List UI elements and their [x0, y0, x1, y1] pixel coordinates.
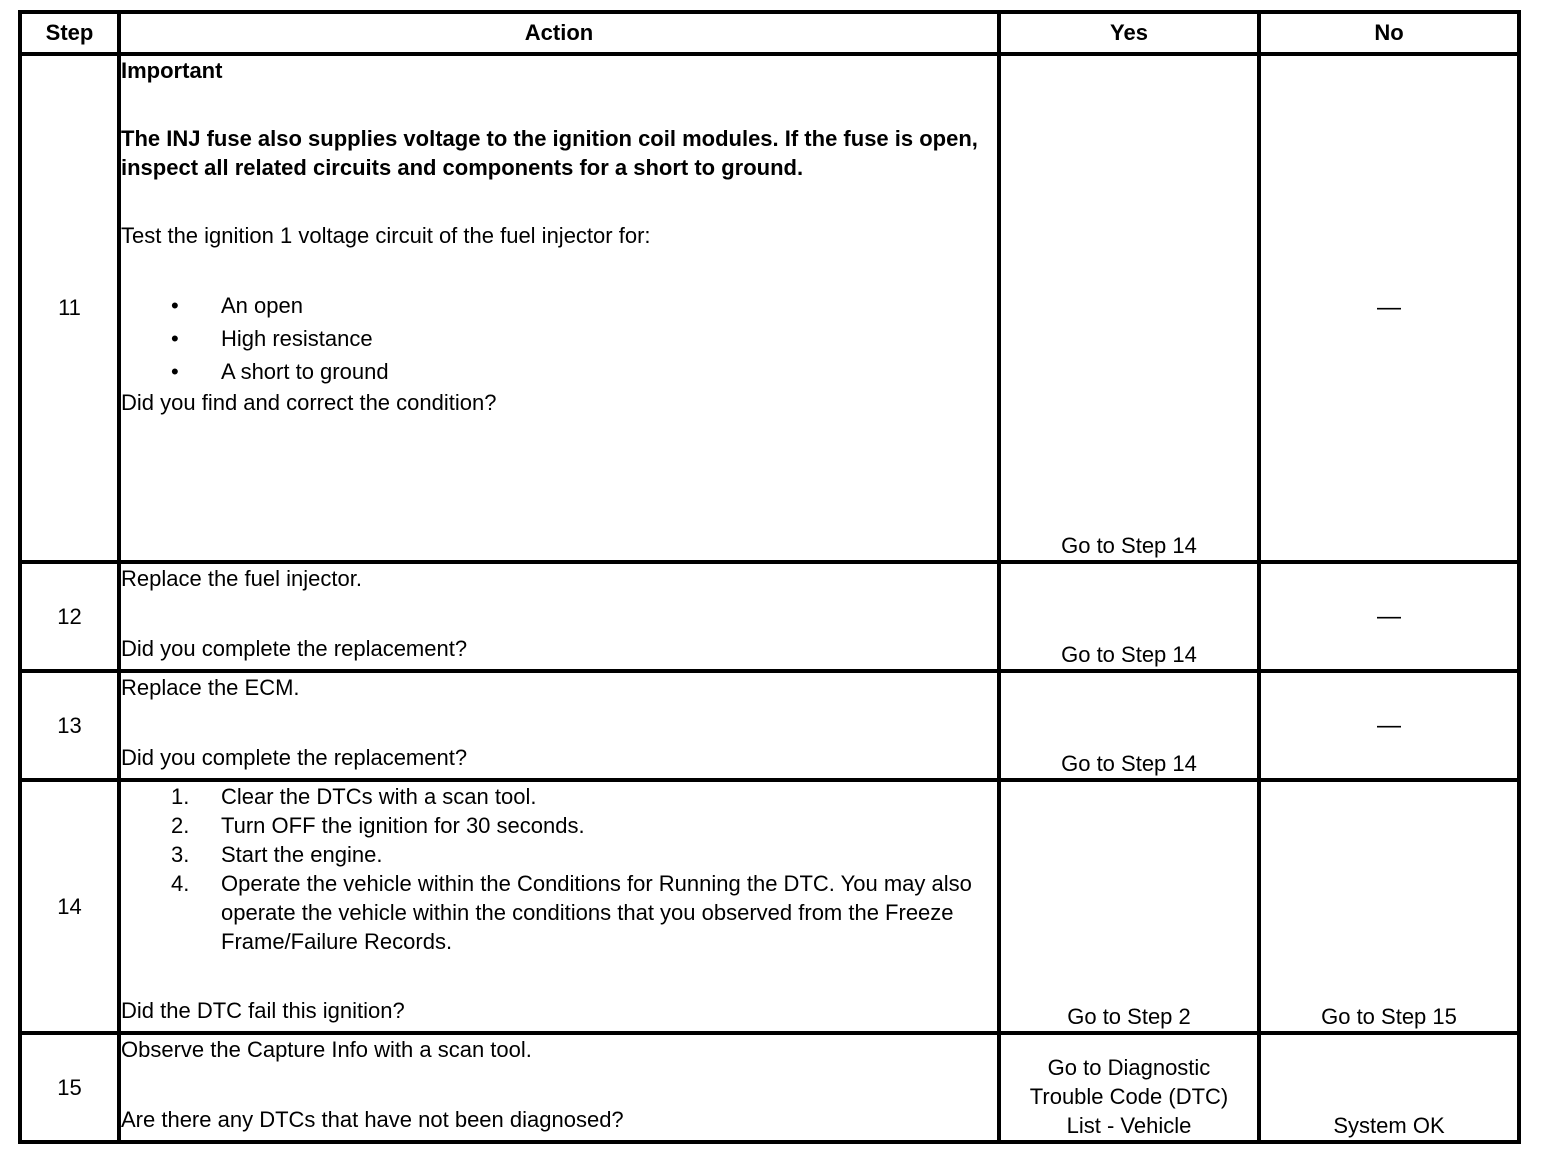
action-cell: [119, 671, 999, 780]
table-row-step-15: [20, 1033, 1519, 1142]
list-item: 1. Clear the DTCs with a scan tool.: [171, 784, 537, 809]
header-row: [20, 12, 1519, 54]
step-number: 11: [20, 54, 119, 562]
instruction-text: Replace the fuel injector.: [121, 566, 362, 591]
instruction-text: Observe the Capture Info with a scan tool.: [121, 1037, 532, 1062]
diagnostic-table: [18, 10, 1521, 1144]
yes-result: Go to Diagnostic Trouble Code (DTC) List - Vehicle: [999, 1033, 1259, 1142]
action-cell: [119, 54, 999, 562]
instruction-text: Replace the ECM.: [121, 675, 300, 700]
header-step: Step: [20, 12, 119, 54]
important-text: The INJ fuse also supplies voltage to the ignition coil modules. If the fuse is open, inspect all related circuits and components for a short to ground.: [121, 126, 978, 180]
yes-result: Go to Step 14: [999, 54, 1259, 562]
no-result: —: [1259, 671, 1519, 780]
step-number: 12: [20, 562, 119, 671]
question-text: Did the DTC fail this ignition?: [121, 998, 405, 1023]
table-row-step-12: [20, 562, 1519, 671]
table-row-step-11: [20, 54, 1519, 562]
yes-result: Go to Step 2: [999, 780, 1259, 1033]
header-action: Action: [119, 12, 999, 54]
action-cell: [119, 780, 999, 1033]
step-number: 15: [20, 1033, 119, 1142]
procedure-list: [121, 782, 997, 956]
list-item: 3. Start the engine.: [171, 842, 383, 867]
no-result: —: [1259, 54, 1519, 562]
important-label: Important: [121, 58, 223, 83]
list-item: 2. Turn OFF the ignition for 30 seconds.: [171, 813, 585, 838]
list-item: • High resistance: [121, 322, 997, 355]
no-result: System OK: [1259, 1033, 1519, 1142]
instruction-text: Test the ignition 1 voltage circuit of the fuel injector for:: [121, 223, 651, 248]
list-item: 4. Operate the vehicle within the Conditions for Running the DTC. You may also operate the vehicle within the conditions that you observed from the Freeze Frame/Failure Records.: [171, 871, 972, 954]
question-text: Did you complete the replacement?: [121, 636, 468, 661]
question-text: Are there any DTCs that have not been diagnosed?: [121, 1107, 624, 1132]
question-text: Did you find and correct the condition?: [121, 390, 497, 415]
list-item: • A short to ground: [121, 355, 997, 388]
list-item: • An open: [121, 289, 997, 322]
action-cell: [119, 1033, 999, 1142]
table-row-step-13: [20, 671, 1519, 780]
table-row-step-14: [20, 780, 1519, 1033]
question-text: Did you complete the replacement?: [121, 745, 468, 770]
condition-list: [121, 289, 997, 388]
yes-result: Go to Step 14: [999, 562, 1259, 671]
no-result: Go to Step 15: [1259, 780, 1519, 1033]
action-cell: [119, 562, 999, 671]
yes-result: Go to Step 14: [999, 671, 1259, 780]
header-yes: Yes: [999, 12, 1259, 54]
step-number: 13: [20, 671, 119, 780]
no-result: —: [1259, 562, 1519, 671]
header-no: No: [1259, 12, 1519, 54]
step-number: 14: [20, 780, 119, 1033]
